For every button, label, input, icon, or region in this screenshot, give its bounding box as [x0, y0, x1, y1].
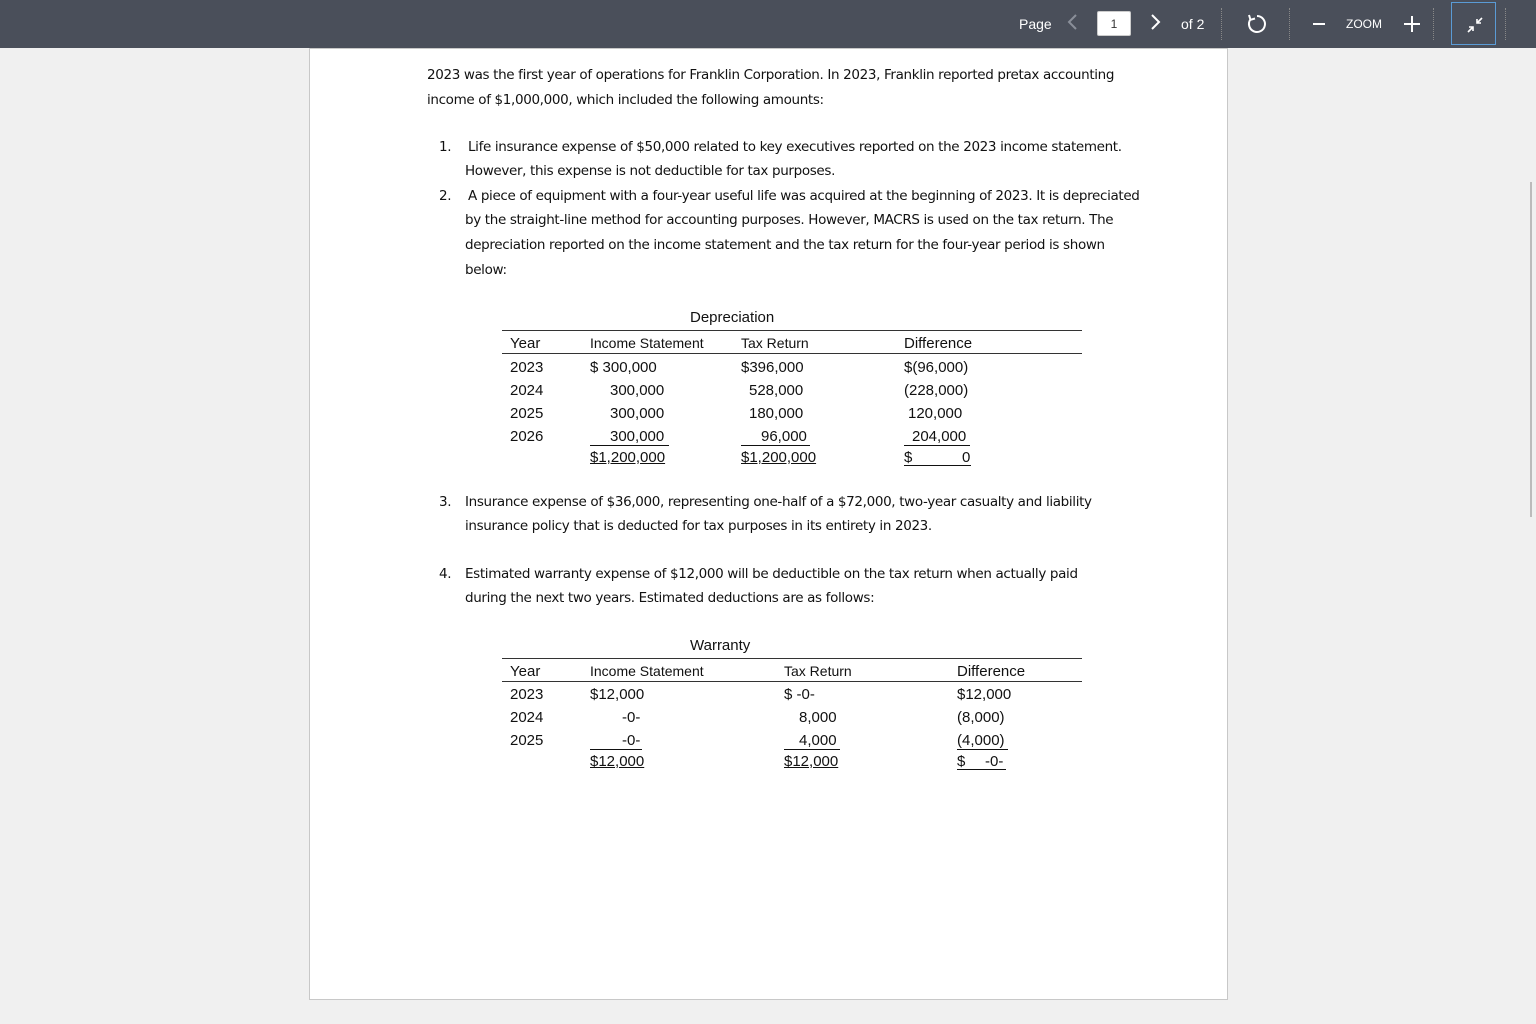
toolbar-divider	[1221, 8, 1222, 40]
table-cell: $12,000	[590, 686, 645, 703]
list-item-text: by the straight-line method for accounting purposes. However, MACRS is used on the tax return. The	[465, 212, 1114, 228]
warranty-header-tax: Tax Return	[784, 663, 852, 679]
subtotal-rule	[590, 445, 669, 446]
table-cell: 96,000	[761, 428, 807, 445]
depreciation-header-year: Year	[510, 335, 541, 352]
page-label: Page	[1019, 16, 1052, 32]
intro-text: income of $1,000,000, which included the following amounts:	[427, 92, 824, 108]
depreciation-table-title: Depreciation	[690, 309, 775, 326]
total-rule	[904, 465, 971, 466]
table-cell: (228,000)	[904, 382, 969, 399]
table-cell: $12,000	[957, 686, 1012, 703]
depreciation-header-income: Income Statement	[590, 335, 704, 351]
collapse-icon	[1466, 16, 1484, 39]
list-item-number: 4.	[439, 566, 452, 582]
list-item-text: Estimated warranty expense of $12,000 will be deductible on the tax return when actually paid	[465, 566, 1078, 582]
list-item-text: Life insurance expense of $50,000 related to key executives reported on the 2023 income statement.	[468, 139, 1122, 155]
table-total: -0-	[985, 753, 1004, 770]
table-total: $1,200,000	[741, 449, 817, 466]
table-total: $	[904, 449, 913, 466]
table-cell: 2023	[510, 359, 544, 376]
table-cell: 180,000	[749, 405, 804, 422]
table-cell: 300,000	[610, 405, 665, 422]
warranty-header-year: Year	[510, 663, 541, 680]
list-item-text: below:	[465, 262, 507, 278]
table-cell: 300,000	[610, 382, 665, 399]
warranty-header-income: Income Statement	[590, 663, 704, 679]
table-cell: 528,000	[749, 382, 804, 399]
table-rule	[502, 330, 1082, 331]
chevron-right-icon[interactable]	[1150, 12, 1162, 36]
toolbar-divider	[1289, 8, 1290, 40]
list-item-number: 2.	[439, 188, 452, 204]
list-item-text: Insurance expense of $36,000, representing one-half of a $72,000, two-year casualty and liability	[465, 494, 1092, 510]
table-total: 0	[962, 449, 971, 466]
list-item-text: A piece of equipment with a four-year useful life was acquired at the beginning of 2023. It is depreciated	[468, 188, 1140, 204]
table-cell: 2025	[510, 405, 544, 422]
table-cell: 2024	[510, 382, 544, 399]
depreciation-header-difference: Difference	[904, 335, 973, 352]
page-number-input[interactable]: 1	[1097, 11, 1131, 36]
table-cell: -0-	[622, 709, 641, 726]
list-item-text: insurance policy that is deducted for tax purposes in its entirety in 2023.	[465, 518, 932, 534]
table-cell: 8,000	[799, 709, 837, 726]
toolbar-divider	[1505, 8, 1506, 40]
table-cell: $ 300,000	[590, 359, 657, 376]
zoom-in-icon[interactable]	[1403, 13, 1421, 39]
subtotal-rule	[904, 445, 970, 446]
subtotal-rule	[741, 445, 810, 446]
table-rule	[502, 353, 1082, 354]
list-item-text: However, this expense is not deductible for tax purposes.	[465, 163, 836, 179]
table-cell: 2024	[510, 709, 544, 726]
chevron-left-icon[interactable]	[1066, 12, 1078, 36]
table-cell: -0-	[622, 732, 641, 749]
table-cell: (8,000)	[957, 709, 1005, 726]
table-cell: $(96,000)	[904, 359, 969, 376]
intro-text: 2023 was the first year of operations for Franklin Corporation. In 2023, Franklin reported pretax accounting	[427, 67, 1115, 83]
toolbar-divider	[1433, 8, 1434, 40]
table-cell: 300,000	[610, 428, 665, 445]
subtotal-rule	[590, 749, 642, 750]
table-total: $12,000	[590, 753, 645, 770]
table-rule	[502, 658, 1082, 659]
total-rule	[957, 769, 1006, 770]
zoom-out-icon[interactable]	[1312, 13, 1326, 39]
collapse-button[interactable]	[1451, 2, 1496, 45]
table-cell: 4,000	[799, 732, 837, 749]
page-count-label: of 2	[1181, 16, 1205, 32]
list-item-number: 1.	[439, 139, 452, 155]
viewer-toolbar	[0, 0, 1536, 48]
list-item-text: during the next two years. Estimated deductions are as follows:	[465, 590, 875, 606]
table-cell: 120,000	[908, 405, 963, 422]
table-cell: (4,000)	[957, 732, 1005, 749]
table-rule	[502, 681, 1082, 682]
table-cell: 2025	[510, 732, 544, 749]
zoom-label: ZOOM	[1346, 17, 1382, 31]
subtotal-rule	[957, 749, 1008, 750]
subtotal-rule	[784, 749, 840, 750]
table-cell: 2023	[510, 686, 544, 703]
table-cell: $396,000	[741, 359, 804, 376]
list-item-text: depreciation reported on the income statement and the tax return for the four-year period is shown	[465, 237, 1105, 253]
table-total: $1,200,000	[590, 449, 666, 466]
warranty-table-title: Warranty	[690, 637, 751, 654]
table-total: $12,000	[784, 753, 839, 770]
table-cell: 2026	[510, 428, 544, 445]
scrollbar[interactable]	[1530, 182, 1532, 517]
table-cell: 204,000	[912, 428, 967, 445]
rotate-icon[interactable]	[1246, 13, 1268, 39]
list-item-number: 3.	[439, 494, 452, 510]
table-total: $	[957, 753, 966, 770]
warranty-header-difference: Difference	[957, 663, 1026, 680]
depreciation-header-tax: Tax Return	[741, 335, 809, 351]
table-cell: $ -0-	[784, 686, 815, 703]
